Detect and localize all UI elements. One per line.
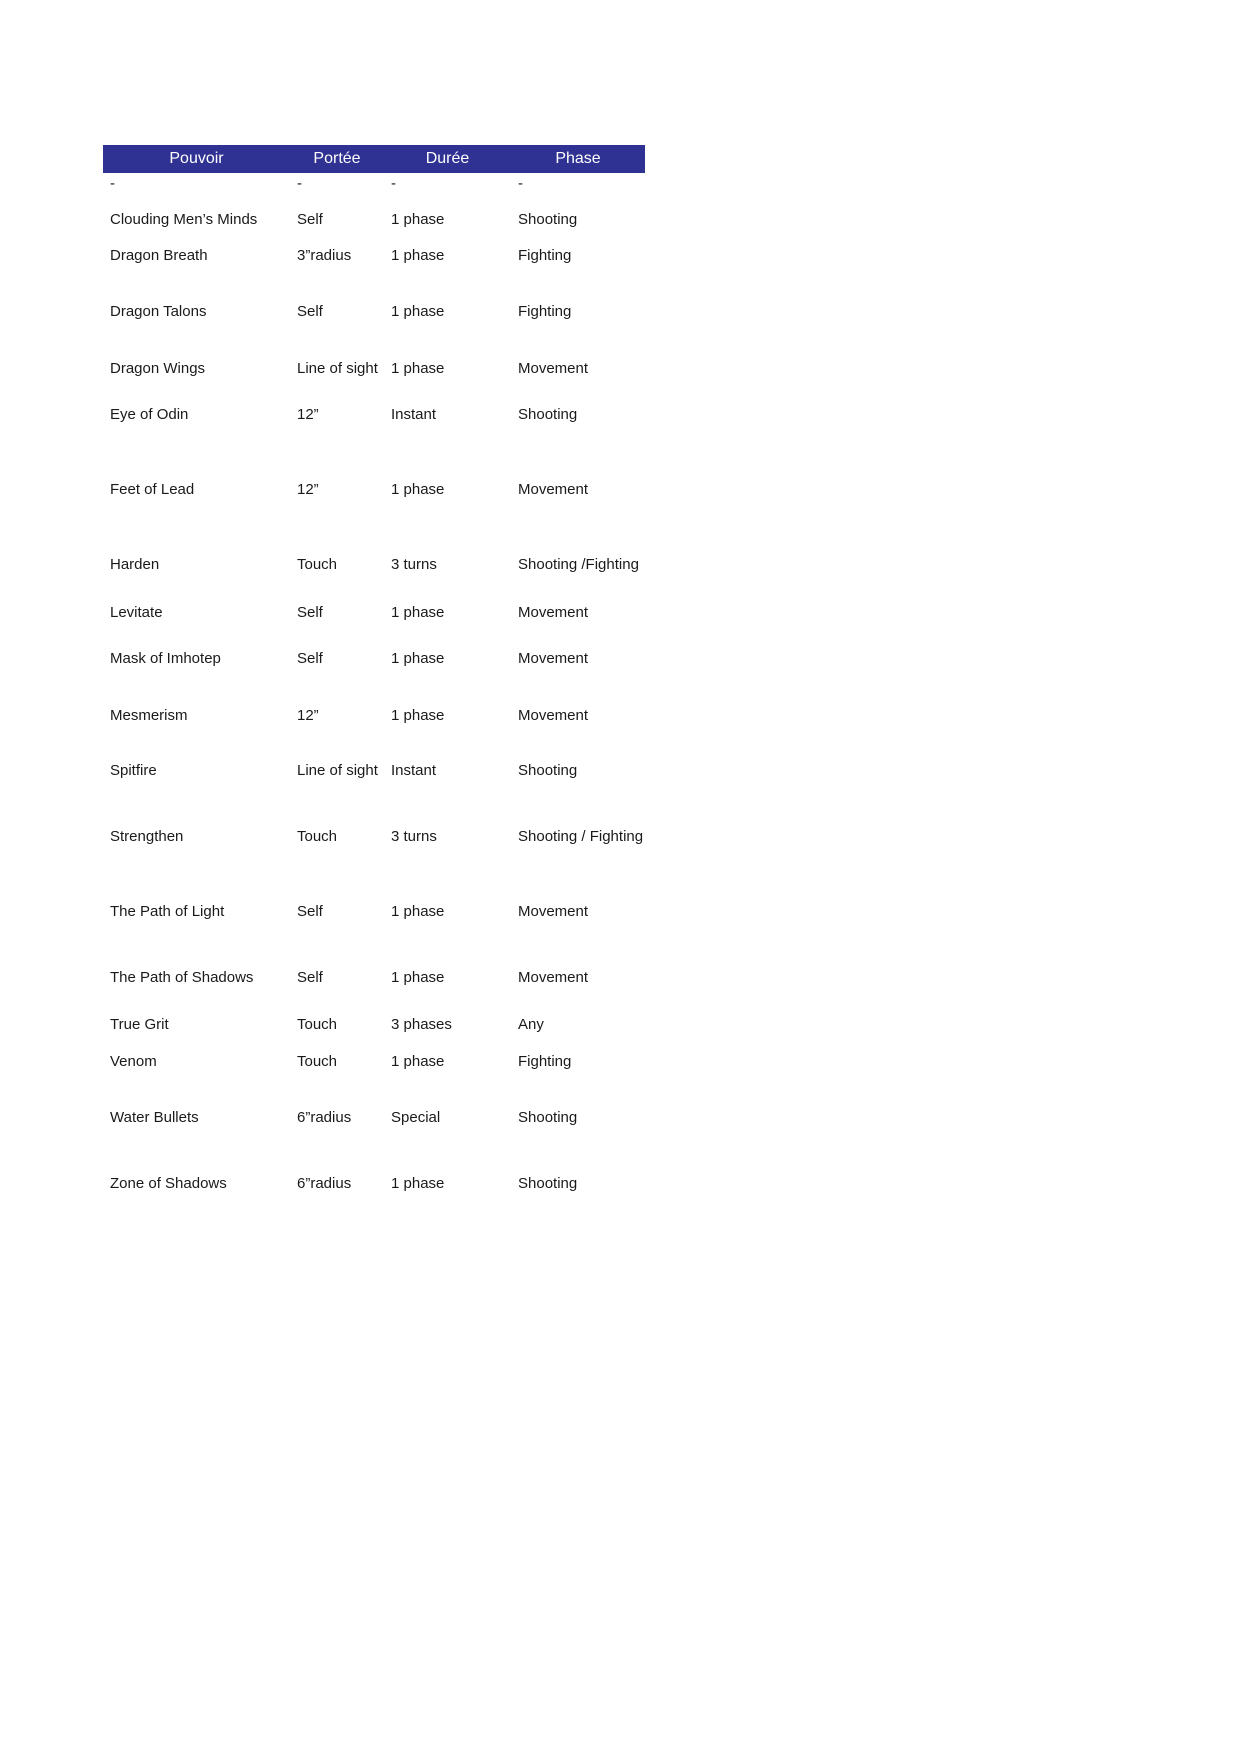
range-cell: Self [297,969,323,986]
duration-cell: 3 turns [391,828,437,845]
duration-cell: 1 phase [391,707,445,724]
phase-cell: Fighting [518,1053,572,1070]
duration-cell: Instant [391,406,437,423]
header-portee: Portée [313,150,361,167]
power-cell: The Path of Shadows [110,969,254,986]
table-row [103,233,645,269]
range-cell: 6”radius [297,1109,352,1126]
header-pouvoir: Pouvoir [169,150,224,167]
phase-cell: Movement [518,481,589,498]
range-cell: 12” [297,707,319,724]
table-row [103,672,645,729]
power-cell: Dragon Talons [110,303,207,320]
table-row [103,850,645,925]
range-cell: Touch [297,556,338,573]
range-cell: 3”radius [297,247,352,264]
phase-cell: Shooting [518,406,578,423]
duration-cell: 1 phase [391,903,445,920]
power-cell: - [110,175,115,192]
phase-cell: Movement [518,707,589,724]
duration-cell: 1 phase [391,211,445,228]
duration-cell: 1 phase [391,303,445,320]
table-row [103,428,645,503]
table-row [103,382,645,428]
phase-cell: Any [518,1016,544,1033]
duration-cell: 1 phase [391,1175,445,1192]
power-cell: Levitate [110,604,163,621]
power-cell: Mask of Imhotep [110,650,221,667]
phase-cell: Movement [518,903,589,920]
table-body [103,173,645,1197]
phase-cell: Shooting [518,211,578,228]
power-cell: Zone of Shadows [110,1175,227,1192]
table-row [103,173,645,197]
phase-cell: Shooting [518,1175,578,1192]
table-row [103,925,645,991]
power-cell: Mesmerism [110,707,188,724]
phase-cell: Movement [518,969,589,986]
range-cell: 6”radius [297,1175,352,1192]
power-cell: Eye of Odin [110,406,189,423]
duration-cell: 1 phase [391,247,445,264]
phase-cell: Shooting [518,1109,578,1126]
power-cell: Water Bullets [110,1109,199,1126]
range-cell: Self [297,903,323,920]
table-row [103,1131,645,1197]
phase-cell: Shooting [518,762,578,779]
power-cell: Dragon Wings [110,360,206,377]
phase-cell: Fighting [518,303,572,320]
range-cell: 12” [297,481,319,498]
duration-cell: 1 phase [391,360,445,377]
table-row [103,197,645,233]
duration-cell: 1 phase [391,969,445,986]
power-cell: Harden [110,556,160,573]
range-cell: Line of sight [297,762,378,779]
duration-cell: - [391,175,396,192]
power-cell: True Grit [110,1016,169,1033]
table-row [103,626,645,672]
table-row [103,578,645,626]
range-cell: Self [297,604,323,621]
phase-cell: Movement [518,604,589,621]
range-cell: Self [297,211,323,228]
range-cell: Touch [297,1053,338,1070]
table-row [103,1038,645,1075]
power-cell: The Path of Light [110,903,225,920]
phase-cell: Movement [518,360,589,377]
table-row [103,1075,645,1131]
header-phase: Phase [555,150,601,167]
phase-cell: Shooting / Fighting [518,828,644,845]
range-cell: Self [297,650,323,667]
duration-cell: 3 phases [391,1016,452,1033]
table-header [103,145,645,173]
phase-cell: Shooting /Fighting [518,556,639,573]
table-row [103,991,645,1038]
header-duree: Durée [425,150,470,167]
table-row [103,503,645,578]
phase-cell: - [518,175,523,192]
duration-cell: 3 turns [391,556,437,573]
power-cell: Venom [110,1053,157,1070]
table-row [103,784,645,850]
duration-cell: 1 phase [391,481,445,498]
duration-cell: Special [391,1109,441,1126]
table-row [103,269,645,325]
power-cell: Feet of Lead [110,481,195,498]
table-row [103,325,645,382]
range-cell: 12” [297,406,319,423]
powers-table [103,145,645,1197]
duration-cell: 1 phase [391,604,445,621]
range-cell: Self [297,303,323,320]
range-cell: Touch [297,1016,338,1033]
power-cell: Dragon Breath [110,247,208,264]
range-cell: Line of sight [297,360,378,377]
power-cell: Strengthen [110,828,184,845]
power-cell: Clouding Men’s Minds [110,211,258,228]
table-row [103,729,645,784]
phase-cell: Fighting [518,247,572,264]
range-cell: - [297,175,302,192]
duration-cell: Instant [391,762,437,779]
phase-cell: Movement [518,650,589,667]
duration-cell: 1 phase [391,650,445,667]
duration-cell: 1 phase [391,1053,445,1070]
range-cell: Touch [297,828,338,845]
power-cell: Spitfire [110,762,157,779]
